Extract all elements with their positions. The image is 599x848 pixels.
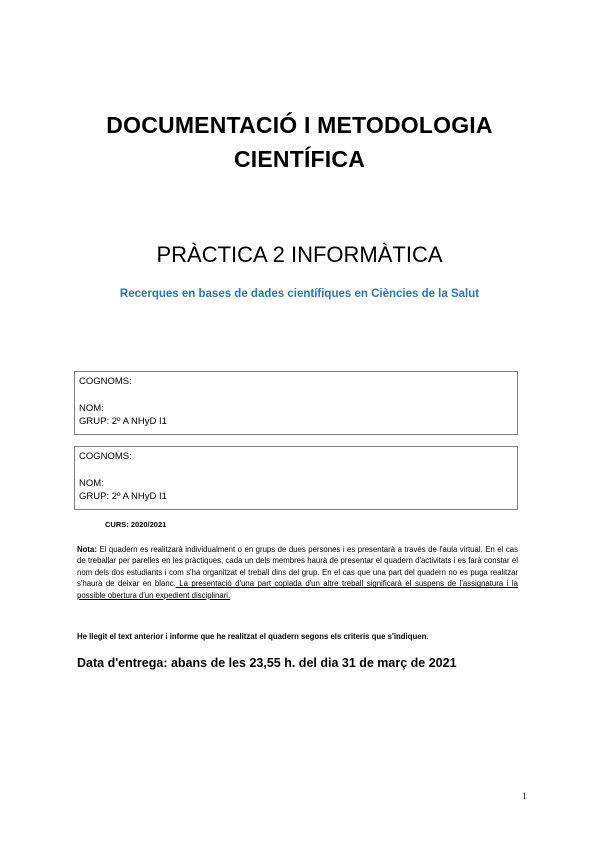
title-line-1: DOCUMENTACIÓ I METODOLOGIA: [106, 112, 493, 138]
page-number: 1: [522, 791, 527, 801]
course-year: CURS: 2020/2021: [105, 520, 167, 529]
nom-label: NOM:: [79, 403, 104, 414]
cognoms-label: COGNOMS:: [79, 376, 132, 387]
practice-subtitle: PRÀCTICA 2 INFORMÀTICA: [156, 242, 443, 267]
title-line-2: CIENTÍFICA: [233, 146, 366, 172]
grup-label: GRUP: 2º A NHyD I1: [79, 416, 167, 427]
declaration-text: He llegit el text anterior i informe que he realitzat el quadern segons els criteris que s'indiquen.: [77, 632, 429, 641]
document-title: [0, 108, 599, 176]
note-text: El quadern es realitzarà individualment o en grups de dues persones i es presentarà a través de l'aula virtual. En el cas de treballar per parelles en les pràctiques, cada un dels membres haurà de presentar el quadern d'activitats i es farà constar el nom dels dos estudiants i com s'ha organitzat el treball dins del grup. En el cas que una part del quadern no es puga realitzar s'haurà de deixar en blanc.: [77, 545, 518, 589]
deadline-text: Data d'entrega: abans de les 23,55 h. del dia 31 de març de 2021: [77, 656, 457, 670]
note-label: Nota:: [77, 545, 97, 554]
cognoms-label: COGNOMS:: [79, 451, 132, 462]
student-form-2: [74, 446, 518, 510]
note-paragraph: [77, 544, 518, 601]
nom-label: NOM:: [79, 478, 104, 489]
grup-label: GRUP: 2º A NHyD I1: [79, 491, 167, 502]
note-warning: La presentació d'una part copiada d'un altre treball significarà el suspens de l'assignatura i la possible obertura d'un expedient disciplinari.: [77, 579, 519, 600]
student-form-1: [74, 371, 518, 435]
practice-tagline: Recerques en bases de dades científiques en Ciències de la Salut: [119, 288, 480, 300]
